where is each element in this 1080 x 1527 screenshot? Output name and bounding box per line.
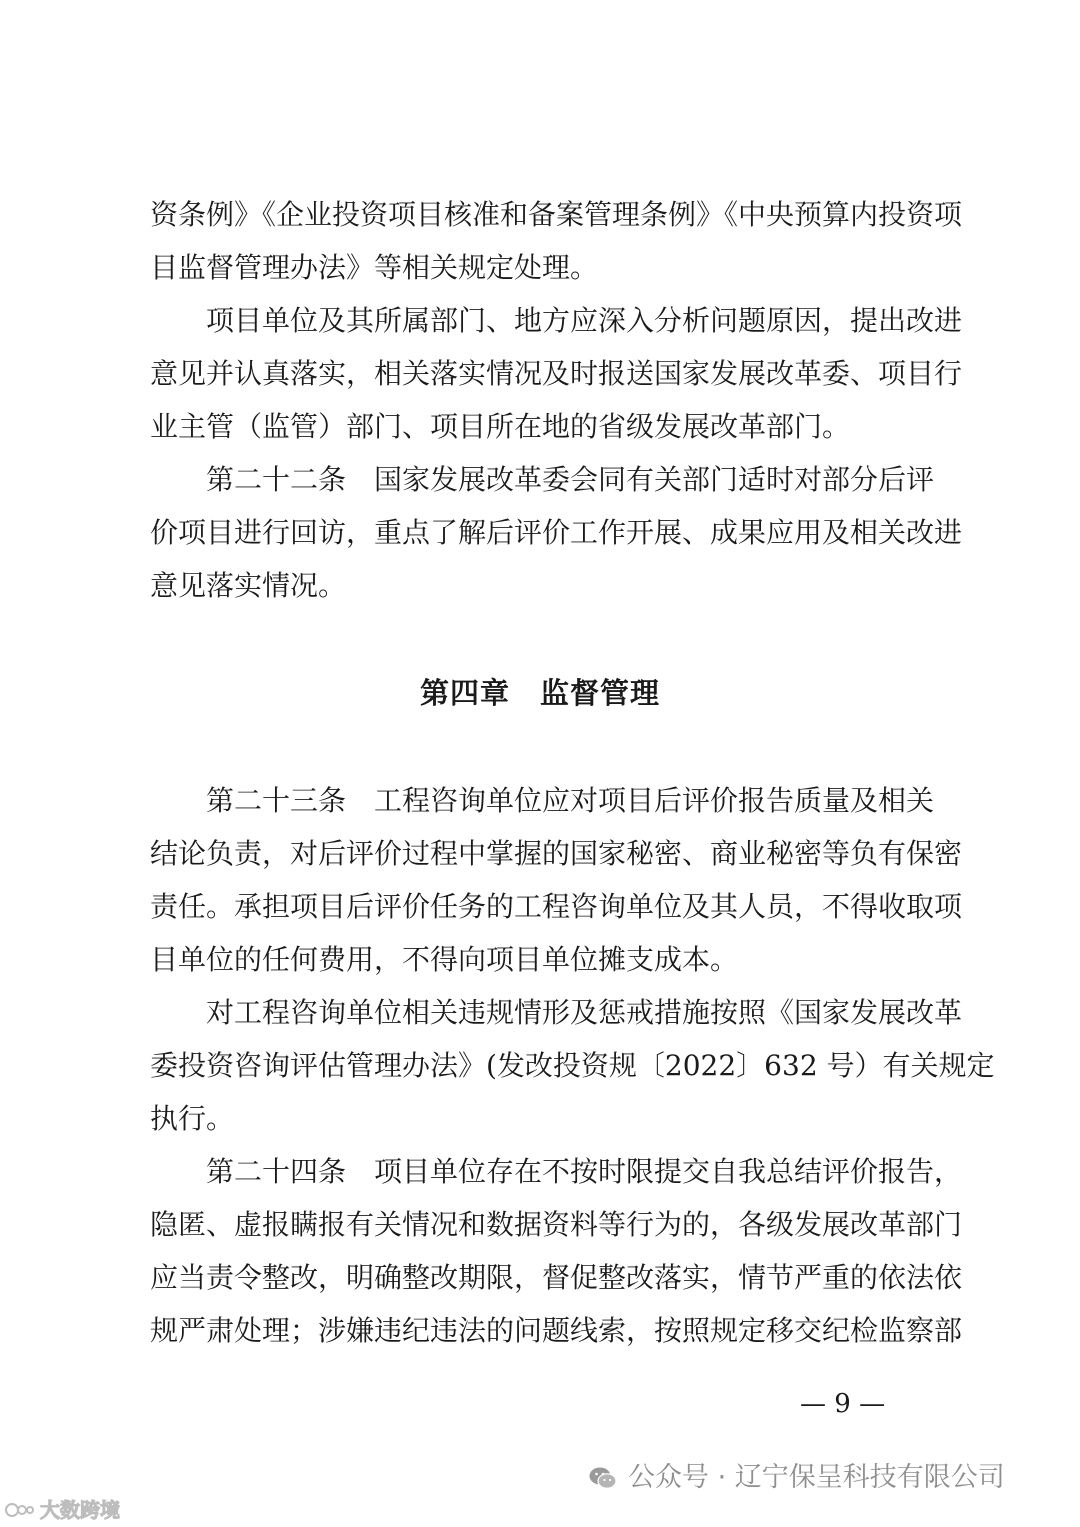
article-23-line-2: 结论负责，对后评价过程中掌握的国家秘密、商业秘密等负有保密 (150, 837, 963, 870)
text-line-3: 项目单位及其所属部门、地方应深入分析问题原因，提出改进 (206, 304, 963, 337)
page-number: — 9 — (800, 1389, 886, 1419)
article-23-line-3: 责任。承担项目后评价任务的工程咨询单位及其人员，不得收取项 (150, 890, 963, 923)
article-24-line-2: 隐匿、虚报瞒报有关情况和数据资料等行为的，各级发展改革部门 (150, 1208, 963, 1241)
text-line-5: 业主管（监管）部门、项目所在地的省级发展改革部门。 (150, 410, 851, 443)
chapter-heading: 第四章 监督管理 (419, 676, 660, 710)
text-line-2: 目监督管理办法》等相关规定处理。 (150, 251, 599, 284)
text-line-13: 对工程咨询单位相关违规情形及惩戒措施按照《国家发展改革 (206, 996, 963, 1029)
text-line-1: 资条例》《企业投资项目核准和备案管理条例》《中央预算内投资项 (150, 198, 963, 231)
article-23-line-4: 目单位的任何费用，不得向项目单位摊支成本。 (150, 943, 739, 976)
article-22-line-1: 第二十二条 国家发展改革委会同有关部门适时对部分后评 (206, 463, 935, 496)
article-22-line-3: 意见落实情况。 (150, 569, 347, 602)
logo-icon (4, 1499, 36, 1521)
article-24-line-1: 第二十四条 项目单位存在不按时限提交自我总结评价报告， (206, 1155, 963, 1188)
corner-watermark-text: 大数跨境 (40, 1498, 120, 1522)
text-line-4: 意见并认真落实，相关落实情况及时报送国家发展改革委、项目行 (150, 357, 963, 390)
article-22-line-2: 价项目进行回访，重点了解后评价工作开展、成果应用及相关改进 (150, 516, 963, 549)
article-24-line-4: 规严肃处理；涉嫌违纪违法的问题线索，按照规定移交纪检监察部 (150, 1314, 963, 1347)
watermark (588, 1458, 1005, 1498)
wechat-icon (588, 1465, 618, 1491)
article-23-line-1: 第二十三条 工程咨询单位应对项目后评价报告质量及相关 (206, 784, 935, 817)
corner-watermark (4, 1495, 120, 1525)
watermark-text: 公众号 · 辽宁保呈科技有限公司 (628, 1462, 1005, 1493)
text-line-15: 执行。 (150, 1102, 235, 1135)
text-line-14: 委投资咨询评估管理办法》(发改投资规〔2022〕632 号）有关规定 (150, 1049, 995, 1082)
article-24-line-3: 应当责令整改，明确整改期限，督促整改落实，情节严重的依法依 (150, 1261, 963, 1294)
